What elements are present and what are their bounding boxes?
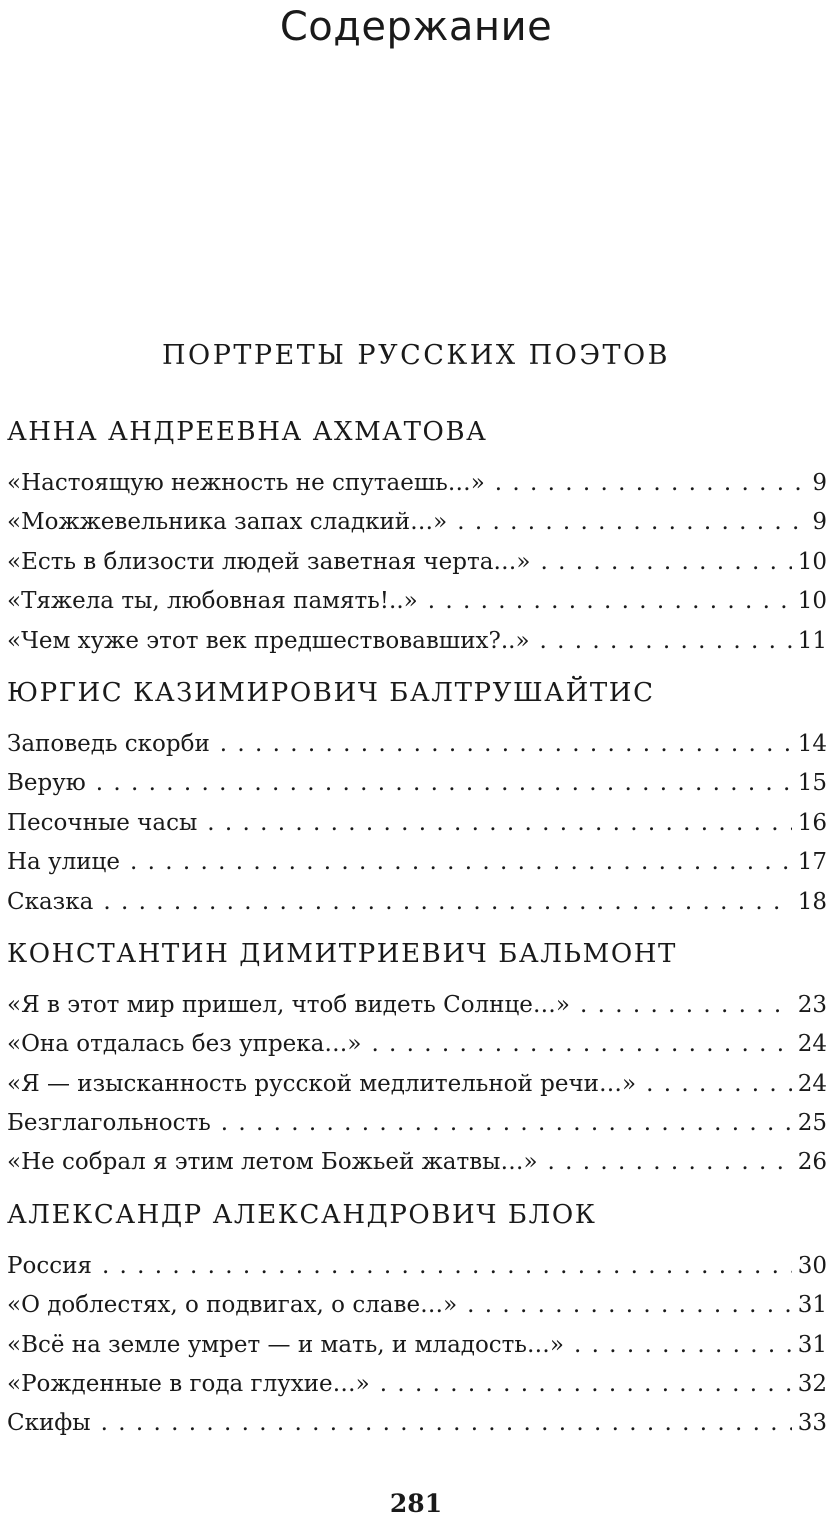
entry-page-number: 23 — [797, 991, 827, 1018]
entry-page-number: 15 — [797, 770, 827, 797]
toc-entry[interactable] — [7, 464, 827, 503]
part-title: ПОРТРЕТЫ РУССКИХ ПОЭТОВ — [162, 340, 670, 371]
page-title: Содержание — [279, 4, 553, 50]
toc-entry[interactable] — [7, 1247, 827, 1286]
entry-title: «Я в этот мир пришел, чтоб видеть Солнце…» — [7, 991, 570, 1018]
dot-leader — [380, 1365, 792, 1404]
entry-title: «Я — изысканность русской медлительной речи…» — [7, 1070, 637, 1097]
entry-list — [7, 986, 827, 1183]
entry-page-number: 10 — [797, 548, 827, 575]
entry-page-number: 18 — [797, 888, 827, 915]
dot-leader — [580, 986, 792, 1025]
toc-entry[interactable] — [7, 622, 827, 661]
dot-leader — [457, 503, 806, 542]
entry-page-number: 16 — [797, 809, 827, 836]
entry-title: «Не собрал я этим летом Божьей жатвы…» — [7, 1149, 538, 1176]
toc-entry[interactable] — [7, 503, 827, 542]
toc-entry[interactable] — [7, 1404, 827, 1443]
toc-entry[interactable] — [7, 1025, 827, 1064]
entry-list — [7, 1247, 827, 1444]
entry-page-number: 11 — [797, 627, 827, 654]
entry-title: «Тяжела ты, любовная память!..» — [7, 588, 418, 615]
toc-section — [7, 934, 827, 1183]
entry-title: «Настоящую нежность не спутаешь…» — [7, 470, 485, 496]
dot-leader — [548, 1143, 792, 1182]
dot-leader — [541, 543, 792, 582]
dot-leader — [220, 725, 792, 764]
entry-page-number: 26 — [797, 1149, 827, 1176]
entry-title: «Можжевельника запах сладкий…» — [7, 509, 448, 536]
entry-page-number: 10 — [797, 588, 827, 615]
dot-leader — [574, 1326, 792, 1365]
entry-page-number: 9 — [812, 509, 827, 536]
entry-list — [7, 464, 827, 661]
entry-title: Песочные часы — [7, 809, 198, 836]
toc-entry[interactable] — [7, 883, 827, 922]
toc-entry[interactable] — [7, 1326, 827, 1365]
toc-entry[interactable] — [7, 1104, 827, 1143]
toc-entry[interactable] — [7, 543, 827, 582]
toc-entry[interactable] — [7, 1143, 827, 1182]
dot-leader — [495, 464, 807, 503]
toc-entry[interactable] — [7, 843, 827, 882]
entry-title: Заповедь скорби — [7, 730, 210, 757]
toc-entry[interactable] — [7, 986, 827, 1025]
entry-title: «Рожденные в года глухие…» — [7, 1371, 370, 1398]
entry-title: Сказка — [7, 888, 94, 915]
toc-entry[interactable] — [7, 764, 827, 803]
dot-leader — [103, 883, 791, 922]
entry-title: «Всё на земле умрет — и мать, и младость…» — [7, 1331, 564, 1358]
entry-page-number: 24 — [797, 1031, 827, 1058]
entry-title: На улице — [7, 849, 120, 876]
table-of-contents — [7, 412, 827, 1456]
toc-entry[interactable] — [7, 1286, 827, 1325]
entry-title: Верую — [7, 770, 86, 797]
author-heading: КОНСТАНТИН ДИМИТРИЕВИЧ БАЛЬМОНТ — [7, 938, 677, 969]
entry-list — [7, 725, 827, 922]
dot-leader — [207, 804, 791, 843]
dot-leader — [101, 1404, 792, 1443]
entry-page-number: 30 — [797, 1252, 827, 1279]
author-heading: АННА АНДРЕЕВНА АХМАТОВА — [7, 417, 488, 447]
toc-section — [7, 1195, 827, 1444]
dot-leader — [371, 1025, 791, 1064]
toc-entry[interactable] — [7, 1365, 827, 1404]
entry-title: «О доблестях, о подвигах, о славе…» — [7, 1292, 458, 1319]
entry-page-number: 24 — [797, 1070, 827, 1097]
entry-title: Россия — [7, 1252, 92, 1279]
dot-leader — [428, 582, 792, 621]
dot-leader — [96, 764, 792, 803]
entry-page-number: 14 — [797, 730, 827, 757]
page-number: 281 — [389, 1489, 443, 1518]
entry-page-number: 33 — [797, 1410, 827, 1437]
toc-section — [7, 673, 827, 922]
dot-leader — [467, 1286, 792, 1325]
toc-entry[interactable] — [7, 725, 827, 764]
toc-entry[interactable] — [7, 804, 827, 843]
entry-page-number: 17 — [797, 849, 827, 876]
entry-page-number: 32 — [797, 1371, 827, 1398]
entry-title: «Есть в близости людей заветная черта…» — [7, 548, 531, 575]
toc-section — [7, 412, 827, 661]
dot-leader — [102, 1247, 792, 1286]
dot-leader — [221, 1104, 792, 1143]
dot-leader — [130, 843, 792, 882]
toc-entry[interactable] — [7, 582, 827, 621]
dot-leader — [540, 622, 792, 661]
dot-leader — [646, 1065, 792, 1104]
entry-title: Безглагольность — [7, 1110, 211, 1137]
toc-entry[interactable] — [7, 1065, 827, 1104]
entry-title: Скифы — [7, 1410, 91, 1437]
entry-title: «Она отдалась без упрека…» — [7, 1031, 362, 1058]
entry-page-number: 25 — [797, 1110, 827, 1137]
entry-title: «Чем хуже этот век предшествовавших?..» — [7, 627, 530, 654]
author-heading: АЛЕКСАНДР АЛЕКСАНДРОВИЧ БЛОК — [7, 1199, 597, 1230]
author-heading: ЮРГИС КАЗИМИРОВИЧ БАЛТРУШАЙТИС — [7, 677, 655, 708]
entry-page-number: 9 — [812, 470, 827, 496]
entry-page-number: 31 — [797, 1331, 827, 1358]
entry-page-number: 31 — [797, 1292, 827, 1319]
